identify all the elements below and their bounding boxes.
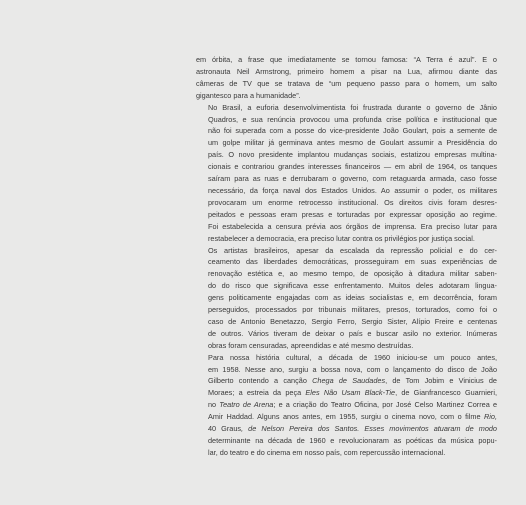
text-line: astronauta Neil Armstrong, primeiro homem a pisar na Lua, afirmou diante das: [196, 66, 497, 76]
paragraph: [196, 245, 497, 352]
italic-title: Chega de Saudades: [312, 376, 386, 386]
text-line: Foi estabelecida a censura prévia aos órgãos de imprensa. Era preciso lutar para: [208, 221, 497, 231]
text-line: em 1958. Nesse ano, surgiu a bossa nova, com o lançamento do disco de João: [208, 364, 497, 374]
text-line: ceamento das liberdades democráticas, prosseguiram em suas experiências de: [208, 257, 497, 267]
italic-title: Eles Não Usam Black-Tie: [305, 388, 396, 398]
text-line: gigantesco para a humanidade”.: [196, 90, 301, 100]
paragraph: [196, 352, 497, 459]
text-line: No Brasil, a euforia desenvolvimentista foi frustrada durante o governo de Jânio: [208, 102, 497, 112]
text-line: saíram para as ruas e derrubaram o governo, com retaguarda armada, caso fosse: [208, 174, 497, 184]
paragraph: [196, 102, 497, 245]
text-line: gens politicamente engajadas com as ideias socialistas e, em decorrência, foram: [208, 293, 497, 303]
text-line: Quadros, e sua renúncia provocou uma profunda crise política e institucional que: [208, 114, 497, 124]
text-line: não foi superada com a posse do vice-presidente João Goulart, pois a semente de: [208, 126, 497, 136]
text-line: peitados e pessoas eram presas e torturadas por expressar oposição ao regime.: [208, 209, 497, 219]
text-line: do do risco que significava esse enfrentamento. Muitos deles adotaram lingua-: [208, 281, 497, 291]
text-line: país. O novo presidente implantou mudanças sociais, estatizou empresas multina-: [208, 150, 497, 160]
text-line: caso de Antonio Benetazzo, Sergio Ferro, Sergio Sister, Alípio Freire e centenas: [208, 316, 497, 326]
text-line: Moraes; a estreia da peça Eles Não Usam Black-Tie, de Gianfrancesco Guarnieri,: [208, 388, 497, 398]
text-line: determinante na década de 1960 e revolucionaram as poéticas da música popu-: [208, 436, 497, 445]
text-line: Para nossa história cultural, a década de 1960 iniciou-se um pouco antes,: [208, 352, 497, 362]
text-line: cionais e contrariou grandes interesses financeiros — em abril de 1964, os tanques: [208, 162, 497, 172]
text-line: provocaram um enorme retrocesso institucional. Os direitos civis foram desres-: [208, 197, 497, 207]
paragraph: [196, 54, 497, 102]
italic-title: Teatro de Arena: [219, 400, 274, 410]
text-line: necessário, da força naval dos Estados Unidos. Ao assumir o poder, os militares: [208, 185, 497, 195]
italic-title: , de Nelson Pereira dos Santos. Esses movimentos atuaram de modo: [241, 424, 497, 434]
text-line: perseguidos, processados por tribunais militares, presos, torturados, como foi o: [208, 305, 497, 315]
text-line: no Teatro de Arena; e a criação do Teatro Oficina, por José Celso Martinez Correa e: [208, 400, 498, 410]
text-line: de outros. Vários tiveram de deixar o país e buscar asilo no exterior. Inúmeras: [208, 328, 497, 338]
text-line: câmeras de TV que se tratava de “um pequeno passo para o homem, um salto: [196, 78, 497, 88]
text-line: renovação estética e, ao mesmo tempo, de oposição à ditadura militar saben-: [208, 269, 497, 279]
text-line: restabelecer a democracia, era preciso lutar contra os privilégios por justiça social.: [208, 233, 475, 243]
text-line: Os artistas brasileiros, apesar da escalada da repressão policial e do cer-: [208, 245, 497, 255]
book-page-body: [196, 54, 497, 459]
text-line: obras foram censuradas, apreendidas e até mesmo destruídas.: [208, 340, 414, 350]
text-line: 40 Graus, de Nelson Pereira dos Santos. Esses movimentos atuaram de modo: [208, 424, 497, 434]
text-line: em órbita, a frase que imediatamente se tornou famosa: “A Terra é azul”. E o: [196, 55, 497, 64]
text-line: lar, do teatro e do cinema em nosso país, com repercussão internacional.: [208, 447, 446, 457]
text-line: um golpe militar já germinava antes mesmo de Goulart assumir a Presidência do: [208, 138, 497, 148]
text-line: Amir Haddad. Alguns anos antes, em 1955, surgiu o cinema novo, com o filme Rio,: [208, 412, 497, 422]
text-line: Gilberto contendo a canção Chega de Saudades, de Tom Jobim e Vinicius de: [208, 376, 497, 386]
italic-title: Rio,: [484, 412, 497, 422]
